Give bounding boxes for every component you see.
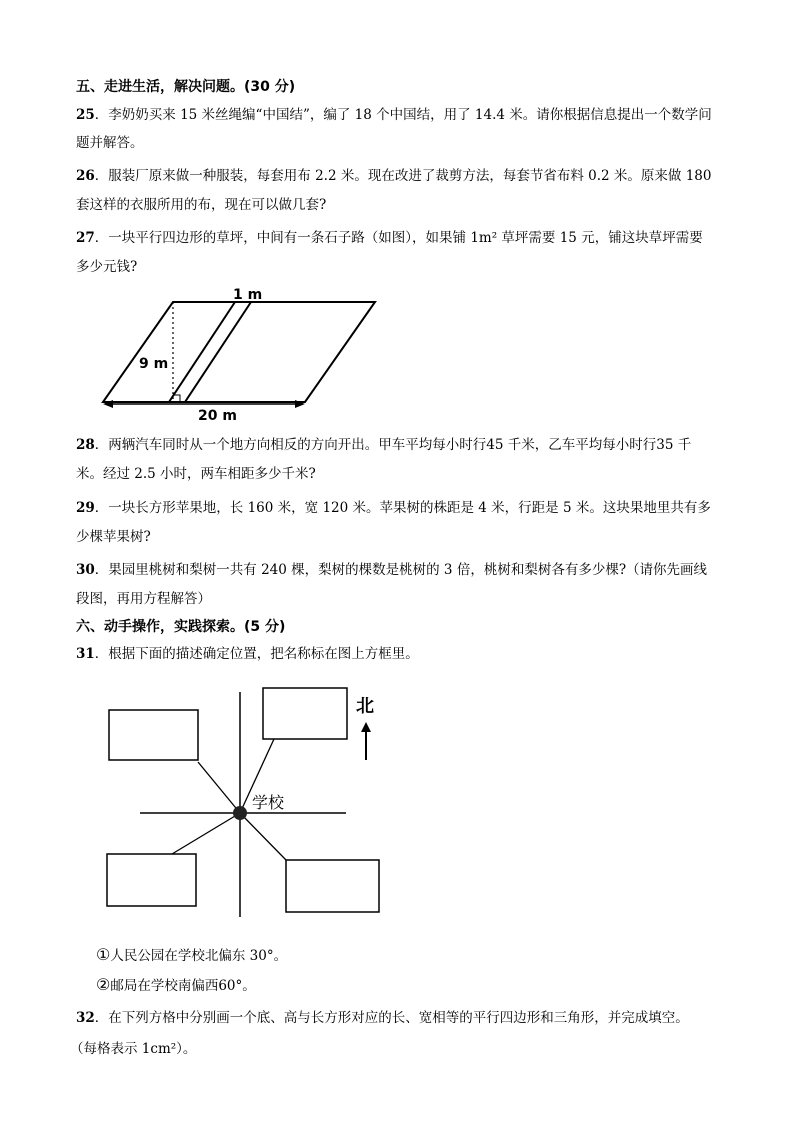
path-width-label: 1 m [233, 287, 263, 303]
question-26-line-1 [76, 167, 711, 185]
question-28-line-1 [76, 436, 691, 454]
lawn-parallelogram [103, 302, 375, 402]
connector-top-left [198, 762, 240, 813]
question-26-text-2: 套这样的衣服所用的布，现在可以做几套? [76, 197, 327, 213]
path-right-edge [185, 302, 251, 402]
answer-box-bottom-right[interactable] [286, 860, 379, 912]
connector-bottom-left [172, 813, 240, 854]
connector-bottom-right [240, 813, 286, 860]
question-31-item-2 [96, 976, 256, 995]
question-31-line-1 [76, 645, 419, 663]
question-30-text-1: ．果园里桃树和梨树一共有 240 棵，梨树的棵数是桃树的 3 倍，桃树和梨树各有多少棵?（请你先画线 [94, 562, 708, 578]
school-dot [233, 806, 247, 820]
question-31-item-1 [96, 946, 287, 965]
question-29-line-1 [76, 499, 711, 517]
question-31-number: 31 [76, 646, 95, 662]
question-31-text-1: ．根据下面的描述确定位置，把名称标在图上方框里。 [94, 646, 419, 662]
question-30-number: 30 [76, 562, 95, 578]
section-six-title: 六、动手操作，实践探索。(5 分) [76, 619, 286, 635]
question-27-line-1 [76, 229, 703, 247]
north-arrow-icon [361, 722, 371, 732]
question-32-text-2: （每格表示 1cm²）。 [70, 1041, 197, 1057]
base-label: 20 m [198, 408, 237, 422]
question-26-text-1: ．服装厂原来做一种服装，每套用布 2.2 米。现在改进了裁剪方法，每套节省布料 0.2 米。原来做 180 [94, 168, 712, 184]
question-30-text-2: 段图，再用方程解答） [76, 591, 211, 607]
item-1-marker: ① [96, 945, 111, 964]
north-label: 北 [356, 696, 374, 717]
question-25-number: 25 [76, 107, 95, 123]
item-1-text: 人民公园在学校北偏东 30°。 [110, 948, 288, 964]
question-25-text-2: 题并解答。 [76, 135, 144, 151]
question-27-text-1: ．一块平行四边形的草坪，中间有一条石子路（如图），如果铺 1m² 草坪需要 15 元，铺这块草坪需要 [94, 230, 703, 246]
question-27-number: 27 [76, 230, 95, 246]
height-label: 9 m [139, 356, 169, 372]
question-25-text-1: ．李奶奶买来 15 米丝绳编“中国结”，编了 18 个中国结，用了 14.4 米。请你根据信息提出一个数学问 [94, 107, 712, 123]
answer-box-bottom-left[interactable] [107, 854, 196, 906]
question-26-number: 26 [76, 168, 95, 184]
question-29-number: 29 [76, 500, 95, 516]
question-29-text-2: 少棵苹果树? [76, 529, 151, 545]
question-32-line-1 [76, 1009, 689, 1027]
question-28-number: 28 [76, 437, 95, 453]
item-2-marker: ② [96, 975, 111, 994]
section-five-title: 五、走进生活，解决问题。(30 分) [76, 79, 296, 95]
question-28-text-1: ．两辆汽车同时从一个地方向相反的方向开出。甲车平均每小时行45 千米，乙车平均每小时行35 千 [94, 437, 692, 453]
question-25-line-1 [76, 106, 712, 124]
question-28-text-2: 米。经过 2.5 小时，两车相距多少千米? [76, 466, 316, 482]
answer-box-top-left[interactable] [109, 710, 198, 760]
question-29-text-1: ．一块长方形苹果地，长 160 米，宽 120 米。苹果树的株距是 4 米，行距是 5 米。这块果地里共有多 [94, 500, 711, 516]
parallelogram-lawn-figure [95, 282, 385, 422]
path-left-edge [169, 302, 235, 402]
answer-box-top-right[interactable] [263, 688, 347, 739]
question-27-text-2: 多少元钱? [76, 259, 138, 275]
question-30-line-1 [76, 561, 707, 579]
school-label: 学校 [252, 793, 285, 812]
direction-map-figure [100, 682, 390, 922]
question-32-text-1: ．在下列方格中分别画一个底、高与长方形对应的长、宽相等的平行四边形和三角形，并完成填空。 [94, 1010, 689, 1026]
item-2-text: 邮局在学校南偏西60°。 [110, 978, 256, 994]
question-32-number: 32 [76, 1010, 95, 1026]
